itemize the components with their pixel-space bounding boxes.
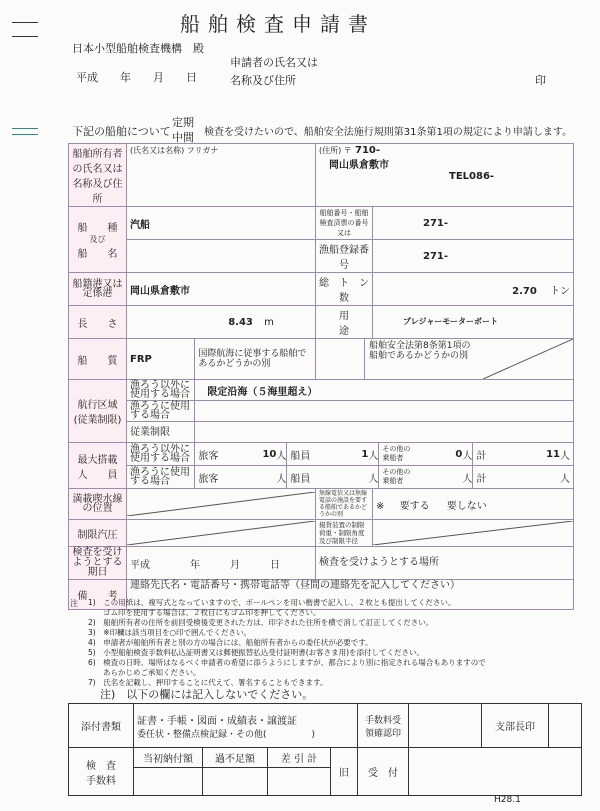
passengers-unit: 人	[276, 450, 287, 462]
old-label: 旧	[331, 748, 358, 796]
cargo-cell[interactable]	[373, 520, 574, 547]
passengers-label: 旅客	[198, 450, 219, 462]
owner-address-cell[interactable]	[316, 144, 574, 207]
use-label: 用 途	[316, 306, 373, 339]
total-unit: 人	[560, 473, 570, 485]
navigation-sub-1: 漁ろう以外に使用する場合	[127, 380, 195, 401]
kind-and-label: 及び	[89, 235, 106, 244]
margin-mark	[12, 128, 38, 129]
capacity-sub-1: 漁ろう以外に使用する場合	[127, 443, 195, 466]
owner-name-cell[interactable]	[127, 144, 316, 207]
place-label: 検査を受けようとする場所	[316, 547, 574, 580]
fee-confirm-label: 手数料受領確認印	[358, 704, 409, 748]
draft-line-label: 満載喫水線の位置	[69, 489, 127, 520]
intro-suffix: 検査を受けたいので、船舶安全法施行規則第31条第1項の規定により申請します。	[204, 127, 573, 138]
chief-seal-label: 支部長印	[482, 704, 549, 748]
length-cell[interactable]	[127, 306, 316, 339]
ship-kind-value[interactable]: 汽船	[127, 207, 316, 240]
total-label: 計	[476, 450, 487, 462]
attach-cell	[134, 704, 358, 748]
navigation-restriction-value[interactable]	[195, 422, 574, 443]
received-cell	[409, 748, 582, 796]
capacity-label-1: 最大搭載	[77, 454, 118, 466]
draft-line-cell[interactable]	[127, 489, 316, 520]
owner-label-text: 船舶所有者の氏名又は名称及び住所	[72, 149, 123, 205]
owner-address-hint: (住所) 〒	[319, 146, 352, 155]
cargo-strike	[373, 521, 573, 545]
port-label: 船籍港又は定係港	[69, 273, 127, 306]
margin-mark	[12, 36, 38, 37]
article8-strike	[483, 339, 573, 379]
fee-label: 手数料	[86, 775, 116, 787]
received-label: 受 付	[358, 748, 409, 796]
applicant-label-2: 名称及び住所	[230, 74, 296, 87]
initial-payment-label: 当初納付額	[134, 748, 203, 768]
seal-mark: 印	[535, 74, 546, 87]
note-item: 5) 小型船舶検査手数料払込証明書又は郵便振替払込受付証明書(お客さま用)を添付してください。	[88, 648, 425, 657]
owner-address: 岡山県倉敷市	[329, 160, 389, 171]
pressure-strike	[127, 521, 315, 545]
tonnage-cell[interactable]	[373, 273, 574, 306]
pressure-label: 制限汽圧	[69, 520, 127, 547]
total-value: 11	[546, 448, 560, 460]
ship-number-value[interactable]: 271-	[373, 207, 574, 240]
others-unit: 人	[462, 450, 473, 462]
intro-option-periodic: 定期	[172, 116, 194, 129]
material-value[interactable]: FRP	[127, 339, 195, 380]
inspection-fee-label	[69, 748, 134, 796]
fishing-number-value[interactable]: 271-	[373, 240, 574, 273]
navigation-sub-2: 漁ろうに使用する場合	[127, 401, 195, 422]
article8-cell[interactable]	[316, 339, 574, 380]
international-label: 国際航海に従事する船舶であるかどうかの別	[195, 339, 316, 380]
radio-option-no[interactable]: 要しない	[446, 500, 487, 512]
ship-name-label: 船 名	[77, 249, 118, 260]
fee-confirm-cell	[409, 704, 482, 748]
radio-label: 無線電信又は無線電話の施設を要する船舶であるかどうかの別	[316, 489, 373, 520]
inspection-label: 検 査	[86, 760, 116, 772]
navigation-restriction-label: (従業制限)	[73, 415, 122, 426]
note-item: ゴム印を使用する場合は、２枚目にもゴム印を押してください。	[88, 608, 321, 617]
navigation-label: 航行区域	[77, 400, 118, 411]
difference-label: 差 引 計	[268, 748, 331, 768]
others-label: その他の乗船者	[382, 445, 411, 462]
length-unit: m	[264, 316, 274, 328]
others-label: その他の乗船者	[382, 468, 411, 485]
date-value[interactable]: 平成 年 月 日	[127, 547, 316, 580]
material-label: 船 質	[69, 339, 127, 380]
international-answer-cell[interactable]	[316, 339, 365, 379]
passengers-value: 10	[262, 448, 277, 460]
application-form-table	[68, 143, 574, 610]
ship-name-value[interactable]	[127, 240, 316, 273]
crew-value: 1	[361, 448, 369, 460]
use-value[interactable]: プレジャーモーターボート	[373, 306, 574, 339]
shortage-label: 過不足額	[203, 748, 268, 768]
capacity-label-2: 人 員	[77, 469, 118, 481]
note-item: 4) 申請者が船舶所有者と別の方の場合には、船舶所有者からの委任状が必要です。	[88, 638, 373, 647]
difference-cell	[268, 768, 331, 796]
owner-name-hint: (氏名又は名称) フリガナ	[130, 146, 219, 155]
pressure-cell[interactable]	[127, 520, 316, 547]
owner-row	[69, 144, 574, 207]
crew-unit: 人	[368, 450, 379, 462]
form-code: H28.1	[494, 795, 521, 805]
tonnage-value: 2.70	[512, 285, 537, 297]
cargo-label: 揚貨装置の制限荷重・制限角度及び制限半径	[316, 520, 373, 547]
others-unit: 人	[462, 473, 473, 485]
addressee: 日本小型船舶検査機構 殿	[72, 42, 204, 55]
margin-mark	[12, 22, 38, 23]
owner-postal: 710-	[354, 145, 381, 156]
kind-name-label	[69, 207, 127, 273]
note-item: 2) 船舶所有者の住所を前回受検後変更された方は、印字された住所を横で消して訂正してください。	[88, 618, 434, 627]
port-value[interactable]: 岡山県倉敷市	[127, 273, 316, 306]
passengers-unit: 人	[276, 473, 287, 485]
note-item: 3) ※印欄は該当項目を○印で囲んでください。	[88, 628, 252, 637]
margin-mark	[12, 134, 38, 135]
radio-asterisk: ※	[376, 500, 385, 512]
crew-unit: 人	[368, 473, 379, 485]
length-label: 長 さ	[69, 306, 127, 339]
radio-option-yes[interactable]: 要する	[399, 500, 430, 512]
intro-option-intermediate: 中間	[172, 131, 194, 144]
remarks-hint: 連絡先氏名・電話番号・携帯電話等（昼間の連絡先を記入してください）	[130, 580, 460, 591]
shortage-cell	[203, 768, 268, 796]
passengers-label: 旅客	[198, 473, 219, 485]
chief-seal-cell	[549, 704, 582, 748]
navigation-value[interactable]: 限定沿海（５海里超え）	[195, 380, 574, 401]
total-unit: 人	[560, 450, 570, 462]
navigation-fishing-value[interactable]	[195, 401, 574, 422]
note-item: 6) 検査の日時、場所はなるべく申請者の希望に添うようにしますが、都合により別に指定される場合もありますので	[88, 658, 486, 667]
owner-label	[69, 144, 127, 207]
capacity-sub-2: 漁ろうに使用する場合	[127, 466, 195, 489]
radio-cell[interactable]	[373, 489, 574, 520]
date-label: 検査を受けようとする期日	[69, 547, 127, 580]
notes-list	[88, 598, 486, 688]
crew-label: 船員	[290, 473, 311, 485]
draft-line-strike	[127, 492, 315, 516]
notes-head: 注	[70, 599, 78, 608]
attach-list-2: 委任状・整備点検記録・その他( )	[137, 729, 316, 740]
fishing-number-label: 漁船登録番号	[316, 240, 373, 273]
attach-label: 添付書類	[69, 704, 134, 748]
applicant-label-1: 申請者の氏名又は	[230, 56, 318, 69]
length-value: 8.43	[228, 316, 253, 328]
office-use-note: 注) 以下の欄には記入しないでください。	[100, 688, 314, 701]
article8-label: 船舶安全法第8条第1項の船舶であるかどうかの別	[369, 341, 471, 361]
page-title: 船舶検査申請書	[180, 12, 376, 36]
capacity-values-2[interactable]	[195, 466, 574, 489]
office-use-table	[68, 703, 582, 796]
tonnage-label: 総 ト ン 数	[316, 273, 373, 306]
note-item: あらかじめご承知ください。	[88, 668, 201, 677]
ship-number-label: 船舶番号・船舶検査済票の番号又は	[316, 207, 373, 240]
capacity-values-1[interactable]	[195, 443, 574, 466]
capacity-label	[69, 443, 127, 489]
navigation-area-label	[69, 380, 127, 443]
attach-list-1: 証書・手帳・図面・成績表・譲渡証	[137, 715, 297, 727]
initial-payment-cell	[134, 768, 203, 796]
date-line: 平成 年 月 日	[76, 71, 197, 84]
crew-label: 船員	[290, 450, 311, 462]
owner-tel: TEL086-	[449, 171, 495, 182]
navigation-sub-3: 従業制限	[127, 422, 195, 443]
kind-label: 船 種	[77, 223, 118, 234]
note-item: 1) この用紙は、複写式となっていますので、ボールペンを用い楷書で記入し、２枚とも提出してください。	[88, 598, 456, 607]
intro-prefix: 下記の船舶について	[72, 125, 171, 138]
note-item: 7) 氏名を記載し、押印することに代えて、署名することもできます。	[88, 678, 328, 687]
others-value: 0	[455, 448, 463, 460]
tonnage-unit: トン	[550, 285, 570, 297]
total-label: 計	[476, 473, 487, 485]
remarks-label: 備 考	[69, 580, 127, 610]
